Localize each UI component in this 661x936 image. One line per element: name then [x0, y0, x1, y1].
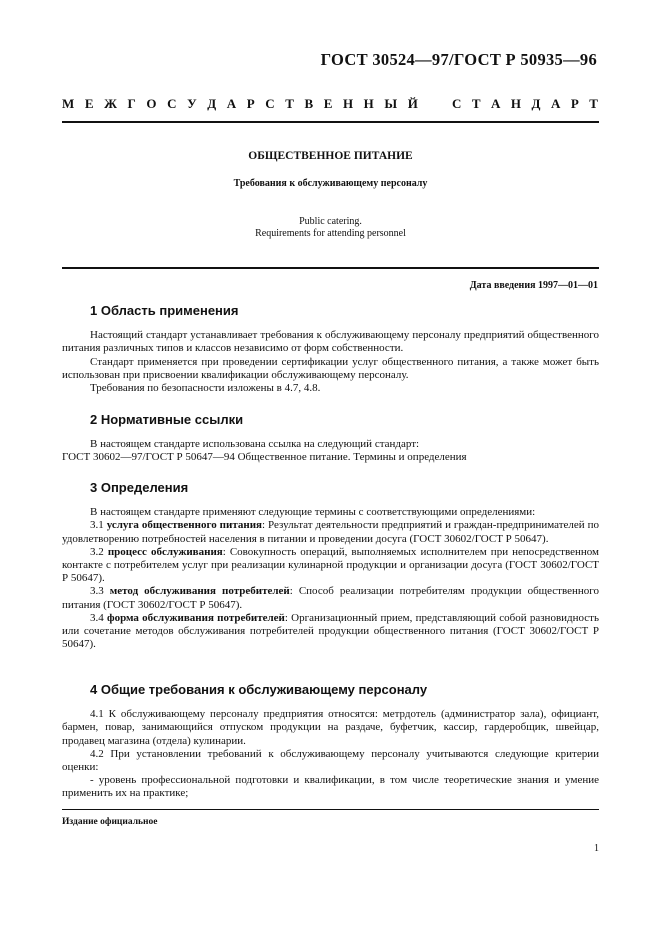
- section-4-heading: 4 Общие требования к обслуживающему персоналу: [90, 682, 428, 697]
- document-id: ГОСТ 30524—97/ГОСТ Р 50935—96: [320, 50, 597, 69]
- definition-3-2: 3.2 процесс обслуживания: Совокупность операций, выполняемых исполнителем при непосредственном контакте с потребителем услуг при реализации кулинарной продукции и организации досуга (ГОСТ 30602/ГОСТ Р 50647).: [62, 545, 600, 585]
- introduction-date: Дата введения 1997—01—01: [469, 280, 598, 291]
- standard-type-header: [62, 96, 598, 112]
- definition-term: процесс обслуживания: [107, 545, 223, 558]
- definition-term: услуга общественного питания: [106, 519, 263, 532]
- document-subtitle: Требования к обслуживающему персоналу: [233, 178, 428, 189]
- definition-3-3: 3.3 метод обслуживания потребителей: Способ реализации потребителям продукции общественного питания (ГОСТ 30602/ГОСТ Р 50647).: [62, 585, 600, 611]
- document-title: ОБЩЕСТВЕННОЕ ПИТАНИЕ: [248, 150, 413, 162]
- section-1-paragraph: Требования по безопасности изложены в 4.7, 4.8.: [90, 382, 321, 395]
- section-3-heading: 3 Определения: [90, 480, 189, 495]
- page-number: 1: [594, 843, 599, 854]
- definition-term: метод обслуживания потребителей: [109, 585, 290, 598]
- title-rule: [62, 267, 599, 269]
- section-4-paragraph: 4.1 К обслуживающему персоналу предприятия относятся: метрдотель (администратор зала), официант, бармен, повар, занимающийся отпуском продукции на раздаче, буфетчик, кассир, гардеробщик, швейцар, продавец магазина (отдела) кулинарии.: [62, 708, 599, 747]
- definition-term: форма обслуживания потребителей: [106, 611, 285, 624]
- section-1-paragraph: Стандарт применяется при проведении сертификации услуг общественного питания, а также может быть использован при присвоении квалификации обслуживающему персоналу.: [62, 355, 599, 381]
- english-title: [62, 216, 599, 240]
- section-4: [62, 683, 599, 801]
- section-1-paragraph: Настоящий стандарт устанавливает требования к обслуживающему персоналу предприятий общественного питания различных типов и классов независимо от форм собственности.: [62, 329, 599, 355]
- standard-word-standard: С Т А Н Д А Р Т: [452, 96, 598, 111]
- section-2-paragraph: В настоящем стандарте использована ссылка на следующий стандарт:: [90, 438, 420, 451]
- section-4-paragraph: 4.2 При установлении требований к обслуживающему персоналу учитываются следующие критерии оценки:: [62, 747, 599, 774]
- section-4-paragraph: - уровень профессиональной подготовки и квалификации, в том числе теоретические знания и умение применить их на практике;: [62, 774, 599, 800]
- section-1: [62, 304, 599, 395]
- header-rule: [62, 121, 599, 123]
- standard-word-interstate: М Е Ж Г О С У Д А Р С Т В Е Н Н Ы Й: [62, 96, 418, 111]
- section-1-heading: 1 Область применения: [90, 303, 239, 318]
- english-title-line2: Requirements for attending personnel: [255, 228, 406, 239]
- official-edition-note: Издание официальное: [62, 817, 158, 827]
- section-2-reference: ГОСТ 30602—97/ГОСТ Р 50647—94 Общественное питание. Термины и определения: [62, 451, 467, 464]
- footer-rule: [62, 809, 599, 810]
- definition-3-1: 3.1 услуга общественного питания: Результат деятельности предприятий и граждан-предпринимателей по удовлетворению потребностей населения в питании и проведении досуга (ГОСТ 30602/ГОСТ Р 50647).: [62, 519, 600, 545]
- section-3-intro: В настоящем стандарте применяют следующие термины с соответствующими определениями:: [90, 506, 536, 519]
- section-2: [62, 413, 599, 465]
- section-3: [62, 481, 599, 651]
- section-2-heading: 2 Нормативные ссылки: [90, 412, 244, 427]
- english-title-line1: Public catering.: [299, 216, 362, 227]
- definition-3-4: 3.4 форма обслуживания потребителей: Организационный прием, представляющий собой разновидность или сочетание методов обслуживания потребителей продукции общественного питания (ГОСТ 30602/ГОСТ Р 50647).: [62, 611, 599, 651]
